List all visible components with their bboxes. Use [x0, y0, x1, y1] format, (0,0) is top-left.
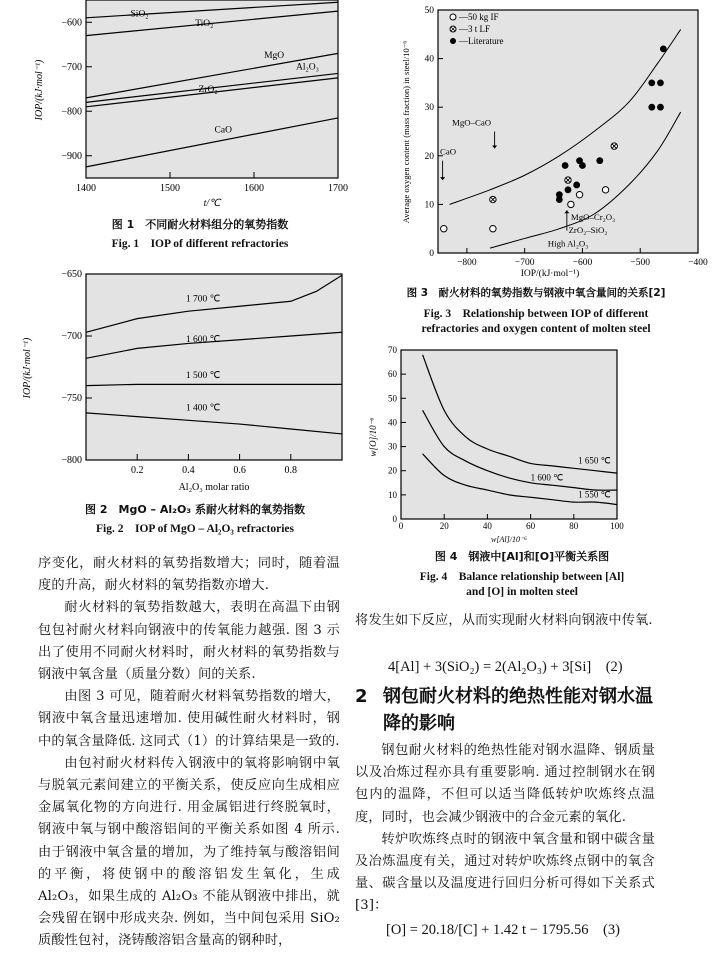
fig4-xtick-label: 80 [569, 521, 579, 531]
paragraph-right-3: 转炉吹炼终点时的钢液中氧含量和钢中碳含量及冶炼温度有关，通过对转炉吹炼终点钢中的氧含量、碳含量以及温度进行回归分析可得如下关系式[3]： [355, 831, 655, 914]
fig1-xtick-label: 1500 [160, 183, 180, 194]
fig1-chart [20, 0, 348, 210]
fig3-caption-cn: 图 3 耐火材料的氧势指数与钢液中氧含量间的关系[2] [406, 287, 666, 299]
paragraph-right-1: 将发生如下反应，从而实现耐火材料向钢液中传氧. [355, 613, 653, 628]
fig1-xtick-label: 1400 [76, 183, 96, 194]
fig1-series-label: SiO₂ [130, 9, 149, 20]
fig3-point-literature [648, 80, 655, 87]
fig2-ytick-label: −650 [61, 269, 82, 280]
fig3-legend-label: —50 kg IF [459, 12, 499, 22]
fig3-point-literature [556, 196, 563, 203]
fig4-xtick-label: 60 [526, 521, 536, 531]
fig2-series-label: 1 700 ℃ [185, 294, 221, 305]
fig3-ytick-label: 10 [424, 200, 434, 211]
fig4-ytick-label: 40 [388, 417, 397, 428]
fig1-ytick-label: −600 [61, 17, 82, 29]
right-column-text [355, 740, 655, 918]
fig3-annotation: CaO [440, 146, 457, 157]
fig3-point-literature [573, 182, 580, 189]
fig3-point-literature [657, 104, 664, 111]
fig4-caption-cn: 图 4 钢液中[Al]和[O]平衡关系图 [434, 550, 610, 563]
fig3-xtick-label: −400 [688, 258, 708, 268]
fig4-ytick-label: 10 [388, 489, 397, 500]
fig3-point-literature [657, 80, 664, 87]
fig2-ytick-label: −700 [61, 331, 82, 342]
fig2-chart [20, 268, 340, 496]
fig1-ytick-label: −700 [61, 61, 82, 73]
fig3-point-literature [576, 157, 583, 164]
fig4-ylabel: w[O]/10⁻⁶ [368, 417, 378, 457]
fig3-xlabel: IOP/(kJ·mol⁻¹) [520, 269, 580, 279]
fig4-xtick-label: 100 [610, 521, 624, 531]
fig2-xtick-label: 0.2 [130, 465, 144, 476]
fig3-point-50kg [576, 191, 582, 197]
fig3-xtick-label: −800 [457, 258, 477, 268]
fig3-point-50kg [441, 226, 447, 232]
fig3-caption-en-1: Fig. 3 Relationship between IOP of different [423, 308, 649, 320]
fig4-ytick-label: 70 [388, 345, 397, 355]
fig3-annotation: High Al₂O₃ [547, 238, 589, 249]
fig3-point-literature [648, 104, 655, 111]
fig2-series-label: 1 600 ℃ [185, 335, 221, 346]
fig4-caption-en-1: Fig. 4 Balance relationship between [Al] [419, 571, 625, 583]
fig3-legend-label: —Literature [459, 36, 504, 46]
fig1-series-label: CaO [214, 125, 232, 136]
fig1-ytick-label: −800 [61, 106, 82, 118]
paragraph-left-1: 序变化，耐火材料的氧势指数增大；同时，随着温度的升高，耐火材料的氧势指数亦增大. [38, 556, 340, 594]
fig3-legend-marker [450, 38, 456, 44]
section-heading [355, 683, 665, 737]
fig4-xtick-label: 20 [439, 521, 449, 531]
paragraph-left-4: 由包衬耐火材料传入钢液中的氧将影响钢中氧与脱氧元素间建立的平衡关系，使反应向生成相应金属氧化物的方向进行. 用金属铝进行终脱氧时，钢液中氧与钢中酸溶铝间的平衡关系如图 4 所示. 由于钢液中氧含量的增加，为了维持氧与酸溶铝间的平衡，将使钢中的酸溶铝发生氧化，生成 Al₂O₃，如果生成的 Al₂O₃ 不能从钢液中排出，就会残留在钢中形成夹杂. 例如，当中间包采用 SiO₂ 质酸性包衬，浇铸酸溶铝含量高的钢种时， [38, 755, 340, 949]
fig3-xtick-label: −600 [572, 258, 593, 268]
fig1-xtick-label: 1700 [328, 183, 348, 194]
fig4-ytick-label: 50 [388, 393, 397, 404]
fig3-ytick-label: 20 [424, 151, 434, 162]
fig2-xlabel: Al₂O₃ molar ratio [178, 482, 250, 493]
section-title: 钢包耐火材料的绝热性能对钢水温降的影响 [383, 686, 653, 734]
fig2-xtick-label: 0.8 [284, 465, 298, 476]
fig2-ytick-label: −750 [61, 393, 82, 404]
fig1-series-label: Al₂O₃ [296, 62, 319, 73]
fig4-ytick-label: 20 [388, 465, 397, 476]
fig3-caption-en-2: refractories and oxygen content of molten steel [421, 323, 651, 335]
fig3-point-literature [660, 45, 667, 52]
fig4-ytick-label: 0 [392, 514, 397, 524]
fig3-annotation: MgO–CaO [452, 117, 492, 128]
fig4-ytick-label: 60 [388, 369, 397, 380]
fig3-ylabel: Average oxygen content (mass fraction) in steel/10⁻⁶ [401, 40, 411, 224]
fig2-ylabel: IOP/(kJ·mol⁻¹) [22, 337, 33, 399]
fig1-series-label: MgO [264, 50, 285, 61]
fig1-caption-cn: 图 1 不同耐火材料组分的氧势指数 [111, 218, 289, 231]
fig3-ytick-label: 50 [424, 6, 434, 16]
fig3-ytick-label: 0 [429, 249, 434, 259]
fig4-xtick-label: 0 [398, 521, 404, 531]
fig4-chart [360, 345, 624, 545]
fig3-xtick-label: −500 [630, 258, 651, 268]
fig3-point-50kg [602, 187, 608, 193]
fig4-series-label: 1 550 ℃ [578, 489, 611, 500]
fig1-xtick-label: 1600 [244, 183, 264, 194]
fig2-series-label: 1 400 ℃ [185, 403, 221, 414]
fig3-point-50kg [490, 226, 496, 232]
equation-2: 4[Al] + 3(SiO₂) = 2(Al₂O₃) + 3[Si] (2) [388, 659, 623, 675]
fig3-legend-label: —3 t LF [459, 24, 491, 34]
fig2-series-label: 1 500 ℃ [185, 371, 221, 382]
fig3-point-literature [562, 162, 569, 169]
left-column-text [38, 553, 340, 953]
fig3-point-50kg [568, 201, 574, 207]
fig4-series-label: 1 600 ℃ [530, 472, 564, 483]
fig3-xtick-label: −700 [514, 258, 535, 268]
fig3-point-literature [596, 157, 603, 164]
paragraph-right-2: 钢包耐火材料的绝热性能对钢水温降、钢质量以及冶炼过程亦具有重要影响. 通过控制钢水在钢包内的温降，不但可以适当降低转炉吹炼终点温度，同时，也会减少钢液中的合金元素的氧化. [355, 743, 655, 825]
fig3-ytick-label: 30 [424, 103, 434, 114]
fig3-point-literature [565, 186, 572, 193]
equation-3: [O] = 20.18/[C] + 1.42 t − 1795.56 (3) [386, 922, 620, 938]
fig3-chart [380, 2, 710, 282]
fig2-caption-cn: 图 2 MgO – Al₂O₃ 系耐火材料的氧势指数 [85, 503, 305, 516]
fig1-xlabel: t/℃ [203, 198, 221, 209]
fig4-ytick-label: 30 [388, 441, 397, 452]
paragraph-left-3: 由图 3 可见，随着耐火材料氧势指数的增大，钢液中氧含量迅速增加. 使用碱性耐火材料时，钢中的氧含量降低. 这同式（1）的计算结果是一致的. [38, 689, 340, 749]
fig2-caption-en: Fig. 2 IOP of MgO – Al₂O₃ refractories [96, 523, 294, 535]
fig2-xtick-label: 0.4 [182, 465, 195, 476]
fig4-series-label: 1 650 ℃ [578, 455, 611, 466]
fig3-legend-marker [450, 14, 456, 20]
fig4-xtick-label: 40 [482, 521, 492, 531]
fig3-ytick-label: 40 [424, 54, 434, 65]
paragraph-left-2: 耐火材料的氧势指数越大，表明在高温下由钢包包衬耐火材料向钢液中的传氧能力越强. 图 3 示出了使用不同耐火材料时，耐火材料的氧势指数与钢液中氧含量（质量分数）间的关系. [38, 600, 340, 683]
fig2-xtick-label: 0.6 [233, 465, 246, 476]
fig1-series-label: ZrO₂ [198, 85, 218, 96]
fig4-xlabel: w[Al]/10⁻⁶ [491, 535, 527, 544]
fig1-caption-en: Fig. 1 IOP of different refractories [111, 238, 289, 250]
fig1-ytick-label: −900 [61, 150, 82, 162]
fig1-series-label: TiO₂ [195, 18, 214, 29]
fig3-annotation: MgO–Cr₂O₃ [570, 211, 616, 222]
fig2-ytick-label: −800 [61, 455, 82, 466]
fig3-annotation: ZrO₂–SiO₂ [568, 225, 608, 236]
fig1-ylabel: IOP/(kJ·mol⁻¹) [34, 59, 45, 121]
fig4-caption-en-2: and [O] in molten steel [466, 586, 578, 598]
section-number: 2 [355, 686, 368, 707]
